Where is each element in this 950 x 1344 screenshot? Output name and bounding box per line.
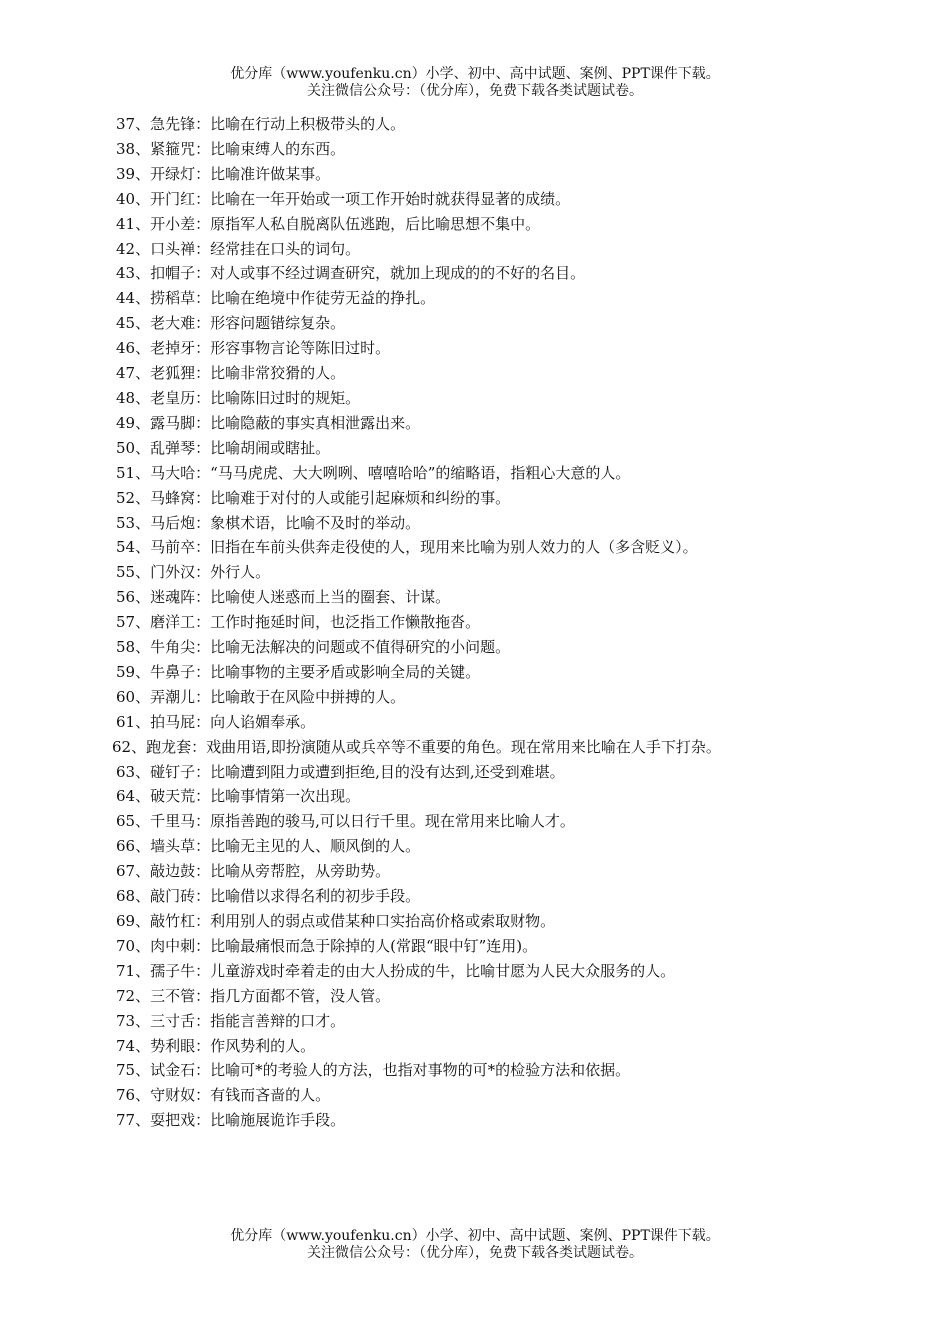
list-item: 51、马大哈：“马马虎虎、大大咧咧、嘻嘻哈哈”的缩略语，指粗心大意的人。 <box>116 463 631 482</box>
list-item: 67、敲边鼓：比喻从旁帮腔，从旁助势。 <box>116 862 391 881</box>
list-item: 41、开小差：原指军人私自脱离队伍逃跑，后比喻思想不集中。 <box>116 214 541 233</box>
list-item: 72、三不管：指几方面都不管，没人管。 <box>116 986 391 1005</box>
list-item: 43、扣帽子：对人或事不经过调查研究，就加上现成的的不好的名目。 <box>116 264 586 283</box>
header-line-2: 关注微信公众号：（优分库），免费下载各类试题试卷。 <box>307 83 643 99</box>
list-item: 53、马后炮：象棋术语，比喻不及时的举动。 <box>116 513 421 532</box>
idiom-list <box>112 112 806 1133</box>
list-item: 59、牛鼻子：比喻事物的主要矛盾或影响全局的关键。 <box>116 662 481 681</box>
list-item: 39、开绿灯：比喻准许做某事。 <box>116 164 331 183</box>
list-item: 52、马蜂窝：比喻难于对付的人或能引起麻烦和纠纷的事。 <box>116 488 511 507</box>
list-item: 61、拍马屁：向人谄媚奉承。 <box>116 712 316 731</box>
list-item: 71、孺子牛：儿童游戏时牵着走的由大人扮成的牛，比喻甘愿为人民大众服务的人。 <box>116 961 676 980</box>
footer-line-2: 关注微信公众号：（优分库），免费下载各类试题试卷。 <box>307 1245 643 1261</box>
list-item: 42、口头禅：经常挂在口头的词句。 <box>116 239 361 258</box>
list-item: 60、弄潮儿：比喻敢于在风险中拼搏的人。 <box>116 687 406 706</box>
list-item: 69、敲竹杠：利用别人的弱点或借某种口实抬高价格或索取财物。 <box>116 912 556 930</box>
list-item: 76、守财奴：有钱而吝啬的人。 <box>116 1086 331 1105</box>
list-item: 45、老大难：形容问题错综复杂。 <box>116 314 346 333</box>
list-item: 46、老掉牙：形容事物言论等陈旧过时。 <box>116 339 391 358</box>
list-item: 58、牛角尖：比喻无法解决的问题或不值得研究的小问题。 <box>116 638 511 657</box>
list-item: 40、开门红：比喻在一年开始或一项工作开始时就获得显著的成绩。 <box>116 189 571 208</box>
list-item: 66、墙头草：比喻无主见的人、顺风倒的人。 <box>116 837 421 856</box>
list-item: 49、露马脚：比喻隐蔽的事实真相泄露出来。 <box>116 413 421 432</box>
list-item: 73、三寸舌：指能言善辩的口才。 <box>116 1011 346 1030</box>
list-item: 75、试金石：比喻可*的考验人的方法，也指对事物的可*的检验方法和依据。 <box>116 1061 631 1080</box>
page-footer <box>0 1228 950 1262</box>
footer-line-1: 优分库（www.youfenku.cn）小学、初中、高中试题、案例、PPT课件下载。 <box>230 1228 720 1244</box>
list-item: 63、碰钉子：比喻遭到阻力或遭到拒绝,目的没有达到,还受到难堪。 <box>116 762 565 781</box>
list-item: 56、迷魂阵：比喻使人迷惑而上当的圈套、计谋。 <box>116 588 451 607</box>
list-item: 64、破天荒：比喻事情第一次出现。 <box>116 787 361 806</box>
list-item: 54、马前卒：旧指在车前头供奔走役使的人，现用来比喻为别人效力的人（多含贬义）。 <box>116 538 698 557</box>
list-item: 44、捞稻草：比喻在绝境中作徒劳无益的挣扎。 <box>116 289 436 308</box>
list-item: 47、老狐狸：比喻非常狡猾的人。 <box>116 364 346 383</box>
list-item: 50、乱弹琴：比喻胡闹或瞎扯。 <box>116 438 331 457</box>
list-item: 48、老皇历：比喻陈旧过时的规矩。 <box>116 388 361 407</box>
list-item: 68、敲门砖：比喻借以求得名利的初步手段。 <box>116 887 421 906</box>
list-item: 55、门外汉：外行人。 <box>116 563 271 582</box>
list-item: 62、跑龙套：戏曲用语,即扮演随从或兵卒等不重要的角色。现在常用来比喻在人手下打杂。 <box>112 737 721 756</box>
list-item: 37、急先锋：比喻在行动上积极带头的人。 <box>116 115 406 133</box>
page-header <box>0 66 950 100</box>
header-line-1: 优分库（www.youfenku.cn）小学、初中、高中试题、案例、PPT课件下载。 <box>230 66 720 82</box>
list-item: 70、肉中刺：比喻最痛恨而急于除掉的人(常跟“眼中钉”连用)。 <box>116 936 538 955</box>
list-item: 77、耍把戏：比喻施展诡诈手段。 <box>116 1111 346 1130</box>
list-item: 74、势利眼：作风势利的人。 <box>116 1036 316 1055</box>
list-item: 38、紧箍咒：比喻束缚人的东西。 <box>116 139 346 158</box>
list-item: 65、千里马：原指善跑的骏马,可以日行千里。现在常用来比喻人才。 <box>116 812 575 831</box>
list-item: 57、磨洋工：工作时拖延时间，也泛指工作懒散拖沓。 <box>116 613 481 632</box>
